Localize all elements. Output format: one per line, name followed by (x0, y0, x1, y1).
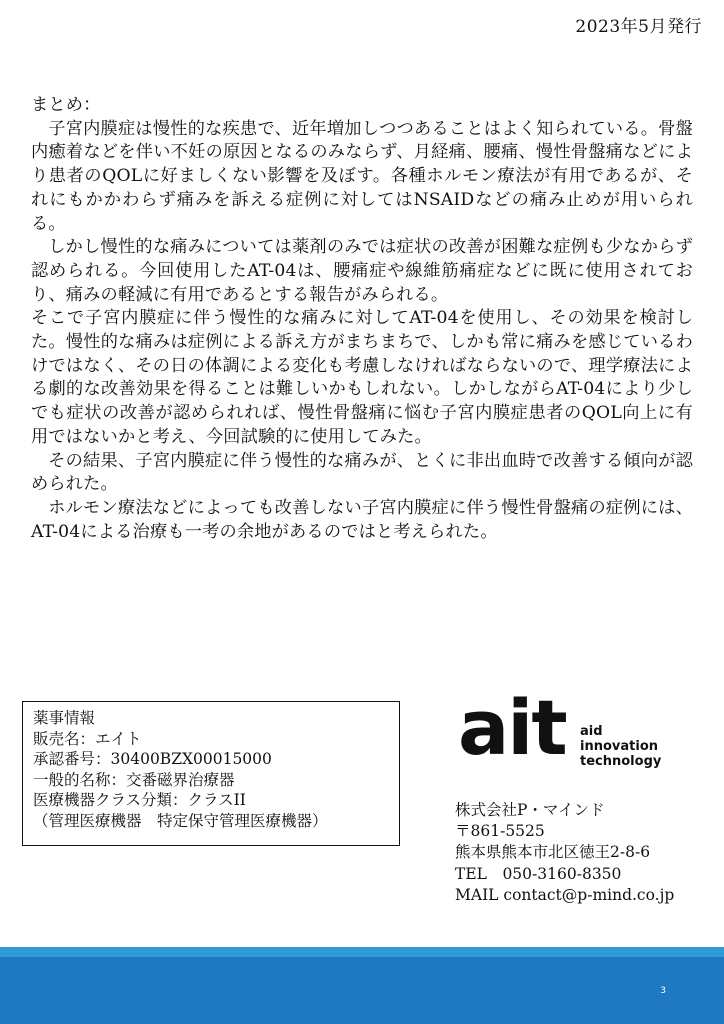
company-tel: TEL 050-3160-8350 (455, 864, 622, 883)
issue-date: 2023年5月発行 (575, 17, 702, 37)
device-category: （管理医療機器 特定保守管理医療機器） (33, 811, 328, 830)
regulatory-title: 薬事情報 (33, 709, 96, 727)
logo-tagline-line: technology (580, 754, 662, 769)
footer-stripe (0, 947, 724, 957)
summary-paragraph-2: しかし慢性的な痛みについては薬剤のみでは症状の改善が困難な症例も少なからず認められる。今回使用したAT-04は、腰痛症や線維筋痛症などに既に使用されており、痛みの軽減に有用であるとする報告がみられる。 (31, 237, 693, 305)
summary-heading: まとめ： (31, 95, 101, 115)
regulatory-info-box (22, 701, 400, 846)
page-number: 3 (660, 986, 666, 996)
company-info (455, 800, 674, 906)
ait-logo (458, 683, 678, 780)
logo-tagline-line: aid (580, 724, 603, 739)
logo-tagline (580, 724, 661, 769)
footer-band (0, 957, 724, 1024)
summary-paragraph-3: そこで子宮内膜症に伴う慢性的な痛みに対してAT-04を使用し、その効果を検討した。慢性的な痛みは症例による訴え方がまちまちで、しかも常に痛みを感じているわけではなく、その日の体調による変化も考慮しなければならないので、理学療法による劇的な改善効果を得ることは難しいかもしれない。しかしながらAT-04により少しでも症状の改善が認められれば、慢性骨盤痛に悩む子宮内膜症患者のQOL向上に有用ではないかと考え、今回試験的に使用してみた。 (31, 308, 693, 447)
approval-number: 承認番号：30400BZX00015000 (33, 750, 272, 769)
company-postal: 〒861-5525 (455, 822, 545, 841)
summary-section (31, 94, 693, 544)
device-class: 医療機器クラス分類：クラスII (33, 791, 246, 810)
logo-wordmark: ait (458, 683, 566, 772)
summary-paragraph-4: その結果、子宮内膜症に伴う慢性的な痛みが、とくに非出血時で改善する傾向が認められた。 (31, 450, 693, 495)
summary-paragraph-1: 子宮内膜症は慢性的な疾患で、近年増加しつつあることはよく知られている。骨盤内癒着などを伴い不妊の原因となるのみならず、月経痛、腰痛、慢性骨盤痛などにより患者のQOLに好ましくない影響を及ぼす。各種ホルモン療法が有用であるが、それにもかかわらず痛みを訴える症例に対してはNSAIDなどの痛み止めが用いられる。 (31, 118, 693, 234)
company-address: 熊本県熊本市北区徳王2-8-6 (455, 843, 651, 862)
company-mail[interactable]: MAIL contact@p-mind.co.jp (455, 885, 675, 904)
generic-name: 一般的名称：交番磁界治療器 (33, 770, 235, 789)
logo-tagline-line: innovation (580, 739, 658, 754)
summary-paragraph-5: ホルモン療法などによっても改善しない子宮内膜症に伴う慢性骨盤痛の症例には、AT-04による治療も一考の余地があるのではと考えられた。 (31, 497, 693, 542)
company-name: 株式会社P・マインド (455, 801, 605, 819)
seller-name: 販売名：エイト (33, 729, 142, 748)
